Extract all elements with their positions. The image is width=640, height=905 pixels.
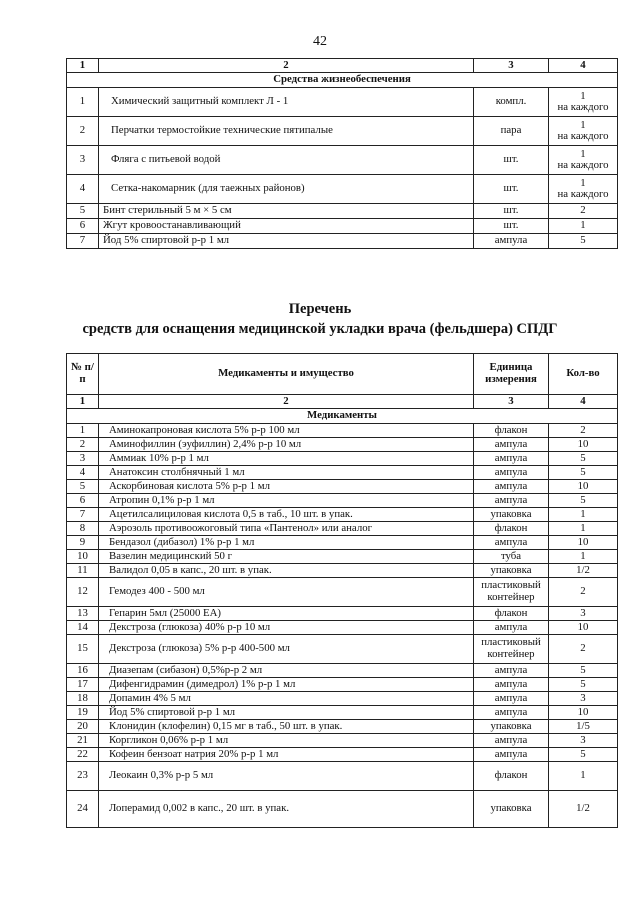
quantity-line: 2 xyxy=(580,204,586,217)
item-name: Гепарин 5мл (25000 ЕА) xyxy=(99,607,474,621)
column-number: 1 xyxy=(67,59,99,73)
unit: ампула xyxy=(474,466,549,480)
quantity-line: на каждого xyxy=(557,188,609,200)
section-title: Средства жизнеобеспечения xyxy=(67,73,618,88)
unit: ампула xyxy=(474,734,549,748)
table-row xyxy=(67,706,618,720)
unit: ампула xyxy=(474,664,549,678)
table-row xyxy=(67,678,618,692)
quantity xyxy=(549,175,618,204)
row-number: 11 xyxy=(67,564,99,578)
column-number: 2 xyxy=(99,59,474,73)
unit: упаковка xyxy=(474,508,549,522)
quantity-line: 1 xyxy=(580,219,586,232)
column-number: 1 xyxy=(67,395,99,409)
quantity-line: на каждого xyxy=(557,130,609,142)
quantity-line: на каждого xyxy=(557,101,609,113)
item-name: Фляга с питьевой водой xyxy=(99,146,474,175)
table-row xyxy=(67,234,618,249)
table-row xyxy=(67,762,618,791)
unit: шт. xyxy=(474,219,549,234)
quantity xyxy=(549,234,618,249)
item-name: Анатоксин столбнячный 1 мл xyxy=(99,466,474,480)
row-number: 9 xyxy=(67,536,99,550)
item-name: Вазелин медицинский 50 г xyxy=(99,550,474,564)
table-row xyxy=(67,692,618,706)
row-number: 1 xyxy=(67,424,99,438)
quantity: 1/2 xyxy=(549,791,618,828)
table-row xyxy=(67,480,618,494)
quantity: 1/2 xyxy=(549,564,618,578)
unit: пластиковый контейнер xyxy=(474,578,549,607)
item-name: Йод 5% спиртовой р-р 1 мл xyxy=(99,706,474,720)
item-name: Ацетилсалициловая кислота 0,5 в таб., 10 шт. в упак. xyxy=(99,508,474,522)
quantity: 5 xyxy=(549,748,618,762)
quantity: 2 xyxy=(549,578,618,607)
item-name: Коргликон 0,06% р-р 1 мл xyxy=(99,734,474,748)
quantity xyxy=(549,204,618,219)
item-name: Валидол 0,05 в капс., 20 шт. в упак. xyxy=(99,564,474,578)
quantity: 2 xyxy=(549,635,618,664)
row-number: 22 xyxy=(67,748,99,762)
row-number: 6 xyxy=(67,219,99,234)
table-row xyxy=(67,452,618,466)
row-number: 2 xyxy=(67,117,99,146)
row-number: 3 xyxy=(67,452,99,466)
column-number: 4 xyxy=(549,59,618,73)
table-row xyxy=(67,146,618,175)
row-number: 21 xyxy=(67,734,99,748)
table-row xyxy=(67,791,618,828)
list-title xyxy=(0,300,640,339)
title-line-2: средств для оснащения медицинской укладки врача (фельдшера) СПДГ xyxy=(82,320,558,337)
unit: ампула xyxy=(474,536,549,550)
unit: ампула xyxy=(474,706,549,720)
table-row xyxy=(67,607,618,621)
row-number: 17 xyxy=(67,678,99,692)
quantity-line: 1 xyxy=(580,147,586,160)
quantity-line: 1 xyxy=(580,89,586,102)
header-name: Медикаменты и имущество xyxy=(99,354,474,395)
unit: пара xyxy=(474,117,549,146)
unit: ампула xyxy=(474,692,549,706)
quantity: 3 xyxy=(549,607,618,621)
table-row xyxy=(67,466,618,480)
column-number: 3 xyxy=(474,59,549,73)
item-name: Аминокапроновая кислота 5% р-р 100 мл xyxy=(99,424,474,438)
life-support-table xyxy=(66,58,618,249)
item-name: Леокаин 0,3% р-р 5 мл xyxy=(99,762,474,791)
item-name: Лоперамид 0,002 в капс., 20 шт. в упак. xyxy=(99,791,474,828)
medications-table xyxy=(66,353,618,828)
row-number: 5 xyxy=(67,480,99,494)
unit: шт. xyxy=(474,204,549,219)
column-number-row xyxy=(67,395,618,409)
quantity: 3 xyxy=(549,692,618,706)
row-number: 23 xyxy=(67,762,99,791)
item-name: Аскорбиновая кислота 5% р-р 1 мл xyxy=(99,480,474,494)
item-name: Дифенгидрамин (димедрол) 1% р-р 1 мл xyxy=(99,678,474,692)
table-head-row xyxy=(67,354,618,395)
quantity: 1 xyxy=(549,550,618,564)
row-number: 7 xyxy=(67,508,99,522)
table-row xyxy=(67,748,618,762)
row-number: 14 xyxy=(67,621,99,635)
table-row xyxy=(67,494,618,508)
unit: компл. xyxy=(474,88,549,117)
unit: ампула xyxy=(474,452,549,466)
quantity: 1/5 xyxy=(549,720,618,734)
table-row xyxy=(67,550,618,564)
quantity: 2 xyxy=(549,424,618,438)
quantity xyxy=(549,219,618,234)
row-number: 2 xyxy=(67,438,99,452)
table-row xyxy=(67,424,618,438)
item-name: Аммиак 10% р-р 1 мл xyxy=(99,452,474,466)
item-name: Аэрозоль противоожоговый типа «Пантенол» или аналог xyxy=(99,522,474,536)
header-qty: Кол-во xyxy=(549,354,618,395)
unit: упаковка xyxy=(474,720,549,734)
item-name: Гемодез 400 - 500 мл xyxy=(99,578,474,607)
table-row xyxy=(67,522,618,536)
item-name: Сетка-накомарник (для таежных районов) xyxy=(99,175,474,204)
column-number: 2 xyxy=(99,395,474,409)
unit: пластиковый контейнер xyxy=(474,635,549,664)
table-row xyxy=(67,175,618,204)
page-number: 42 xyxy=(313,34,327,49)
item-name: Бендазол (дибазол) 1% р-р 1 мл xyxy=(99,536,474,550)
table-row xyxy=(67,664,618,678)
quantity xyxy=(549,88,618,117)
row-number: 16 xyxy=(67,664,99,678)
unit: ампула xyxy=(474,748,549,762)
row-number: 4 xyxy=(67,175,99,204)
unit: ампула xyxy=(474,480,549,494)
item-name: Перчатки термостойкие технические пятипалые xyxy=(99,117,474,146)
table-row xyxy=(67,536,618,550)
row-number: 13 xyxy=(67,607,99,621)
section-row xyxy=(67,409,618,424)
table-row xyxy=(67,564,618,578)
row-number: 15 xyxy=(67,635,99,664)
unit: ампула xyxy=(474,234,549,249)
item-name: Декстроза (глюкоза) 40% р-р 10 мл xyxy=(99,621,474,635)
table-row xyxy=(67,621,618,635)
item-name: Йод 5% спиртовой р-р 1 мл xyxy=(99,234,474,249)
quantity: 10 xyxy=(549,536,618,550)
item-name: Жгут кровоостанавливающий xyxy=(99,219,474,234)
item-name: Декстроза (глюкоза) 5% р-р 400-500 мл xyxy=(99,635,474,664)
quantity: 10 xyxy=(549,621,618,635)
item-name: Кофеин бензоат натрия 20% р-р 1 мл xyxy=(99,748,474,762)
item-name: Клонидин (клофелин) 0,15 мг в таб., 50 шт. в упак. xyxy=(99,720,474,734)
unit: ампула xyxy=(474,678,549,692)
item-name: Допамин 4% 5 мл xyxy=(99,692,474,706)
unit: упаковка xyxy=(474,791,549,828)
quantity: 5 xyxy=(549,664,618,678)
table-row xyxy=(67,508,618,522)
table-row xyxy=(67,734,618,748)
row-number: 8 xyxy=(67,522,99,536)
row-number: 1 xyxy=(67,88,99,117)
item-name: Аминофиллин (эуфиллин) 2,4% р-р 10 мл xyxy=(99,438,474,452)
quantity-line: 1 xyxy=(580,118,586,131)
unit: ампула xyxy=(474,494,549,508)
row-number: 5 xyxy=(67,204,99,219)
table-row xyxy=(67,117,618,146)
unit: флакон xyxy=(474,424,549,438)
quantity: 5 xyxy=(549,452,618,466)
quantity xyxy=(549,117,618,146)
unit: упаковка xyxy=(474,564,549,578)
unit: ампула xyxy=(474,438,549,452)
quantity-line: на каждого xyxy=(557,159,609,171)
quantity: 3 xyxy=(549,734,618,748)
header-number: № п/п xyxy=(67,354,99,395)
row-number: 18 xyxy=(67,692,99,706)
quantity: 5 xyxy=(549,494,618,508)
quantity: 5 xyxy=(549,466,618,480)
unit: шт. xyxy=(474,146,549,175)
quantity: 5 xyxy=(549,678,618,692)
row-number: 4 xyxy=(67,466,99,480)
section-row xyxy=(67,73,618,88)
title-line-1: Перечень xyxy=(288,301,352,317)
unit: флакон xyxy=(474,607,549,621)
row-number: 19 xyxy=(67,706,99,720)
quantity xyxy=(549,146,618,175)
unit: флакон xyxy=(474,762,549,791)
item-name: Атропин 0,1% р-р 1 мл xyxy=(99,494,474,508)
column-number: 3 xyxy=(474,395,549,409)
item-name: Бинт стерильный 5 м × 5 см xyxy=(99,204,474,219)
item-name: Диазепам (сибазон) 0,5%р-р 2 мл xyxy=(99,664,474,678)
unit: ампула xyxy=(474,621,549,635)
table-row xyxy=(67,438,618,452)
row-number: 6 xyxy=(67,494,99,508)
table-row xyxy=(67,219,618,234)
table-row xyxy=(67,720,618,734)
quantity: 1 xyxy=(549,508,618,522)
section-title: Медикаменты xyxy=(67,409,618,424)
quantity: 10 xyxy=(549,706,618,720)
header-unit: Единица измерения xyxy=(474,354,549,395)
quantity: 1 xyxy=(549,762,618,791)
quantity: 10 xyxy=(549,480,618,494)
quantity: 10 xyxy=(549,438,618,452)
row-number: 20 xyxy=(67,720,99,734)
row-number: 7 xyxy=(67,234,99,249)
column-number: 4 xyxy=(549,395,618,409)
unit: туба xyxy=(474,550,549,564)
column-number-row xyxy=(67,59,618,73)
row-number: 24 xyxy=(67,791,99,828)
quantity: 1 xyxy=(549,522,618,536)
quantity-line: 1 xyxy=(580,176,586,189)
row-number: 10 xyxy=(67,550,99,564)
quantity-line: 5 xyxy=(580,234,586,247)
table-row xyxy=(67,578,618,607)
unit: флакон xyxy=(474,522,549,536)
table-row xyxy=(67,88,618,117)
table-row xyxy=(67,204,618,219)
item-name: Химический защитный комплект Л - 1 xyxy=(99,88,474,117)
row-number: 12 xyxy=(67,578,99,607)
row-number: 3 xyxy=(67,146,99,175)
table-row xyxy=(67,635,618,664)
unit: шт. xyxy=(474,175,549,204)
